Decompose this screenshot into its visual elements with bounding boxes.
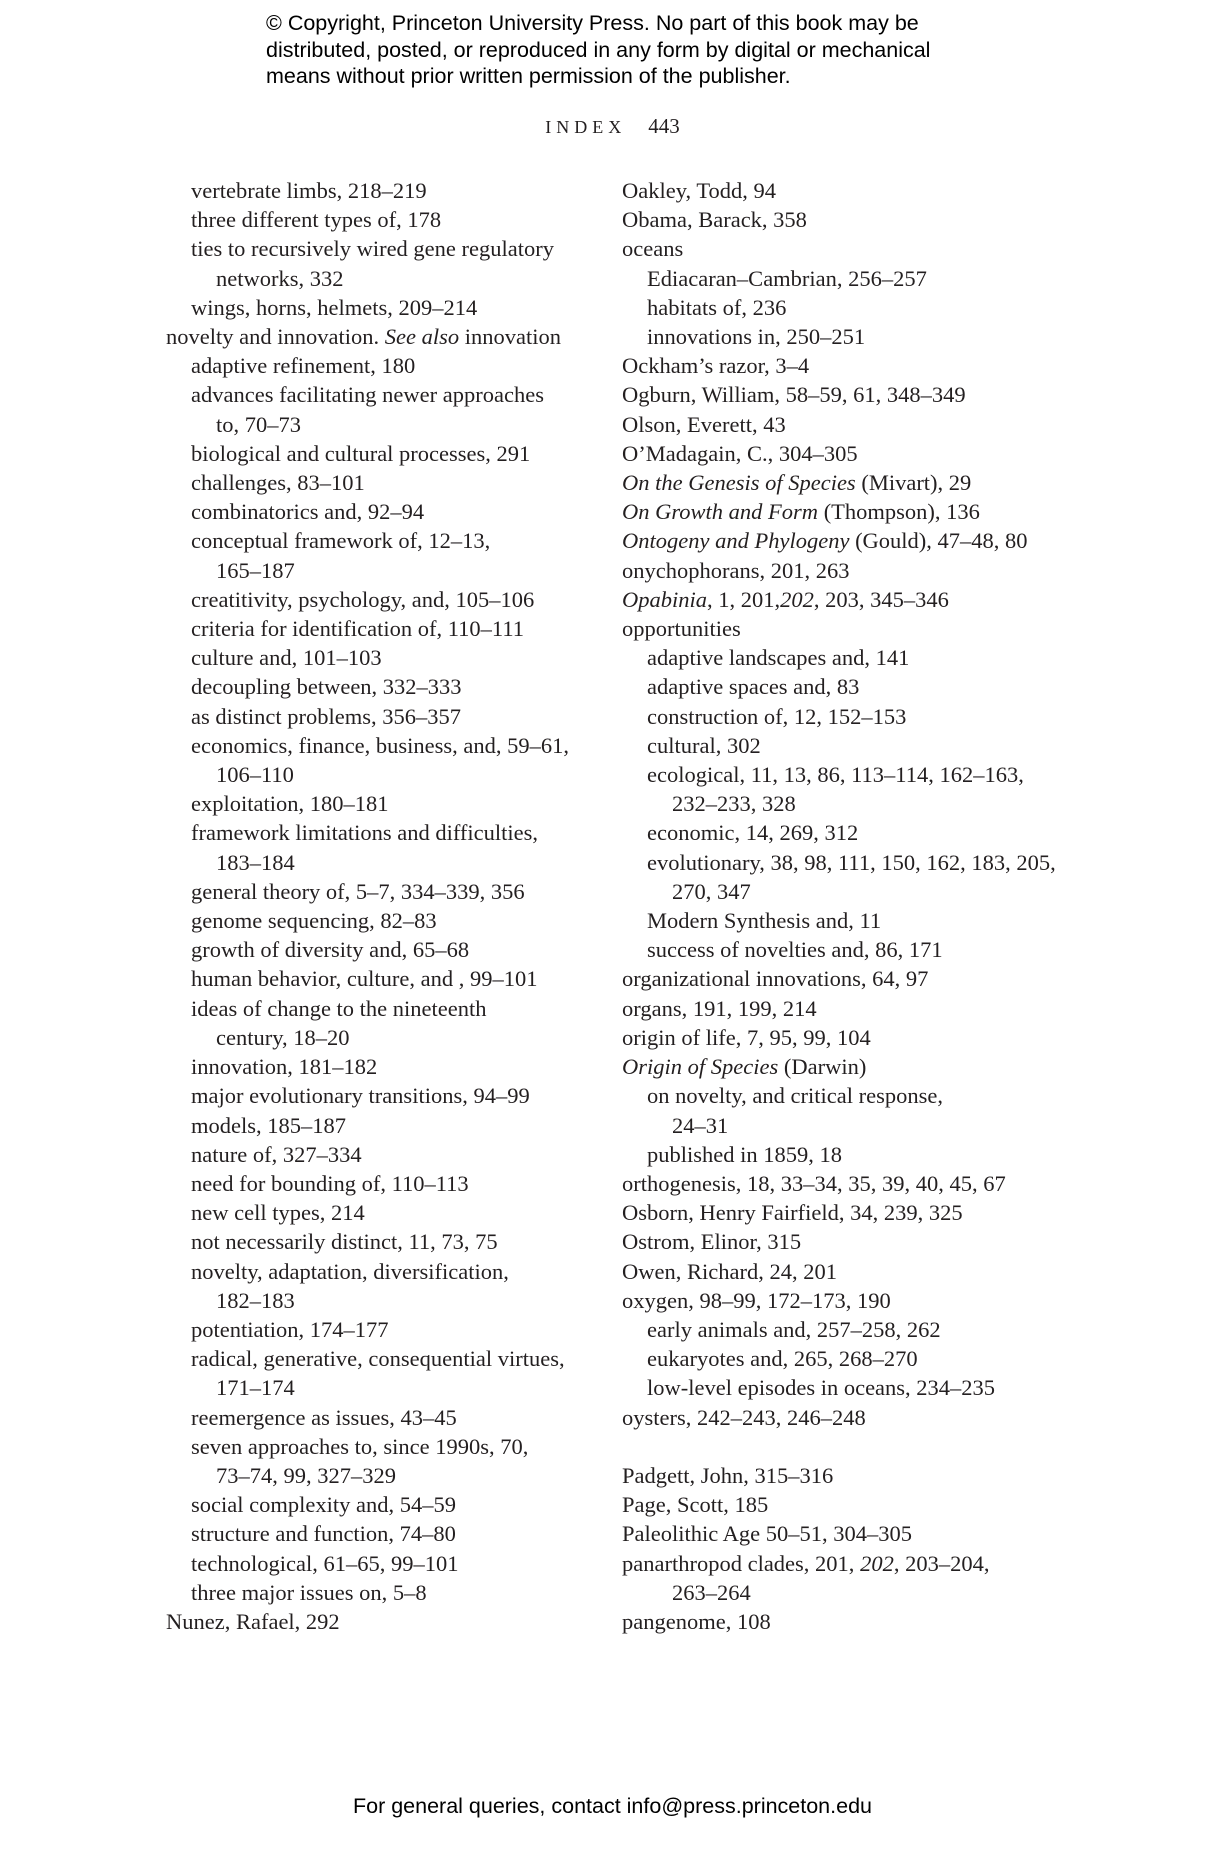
index-entry bbox=[622, 497, 1092, 526]
index-text: early animals and, 257–258, 262 bbox=[647, 1316, 941, 1342]
copyright-line: © Copyright, Princeton University Press. No part of this book may be bbox=[266, 11, 919, 35]
index-entry bbox=[622, 994, 1092, 1023]
index-subentry bbox=[622, 1140, 1092, 1169]
index-entry bbox=[622, 1490, 1092, 1519]
index-entry bbox=[622, 1169, 1092, 1198]
index-subentry bbox=[166, 556, 606, 585]
index-entry bbox=[622, 439, 1092, 468]
index-subentry bbox=[166, 1344, 606, 1373]
index-text: novelty and innovation. bbox=[166, 324, 385, 350]
index-text: 182–183 bbox=[216, 1287, 295, 1313]
index-text: (Darwin) bbox=[778, 1054, 867, 1080]
index-text: 183–184 bbox=[216, 849, 295, 875]
index-text: three major issues on, 5–8 bbox=[191, 1579, 427, 1605]
index-text: wings, horns, helmets, 209–214 bbox=[191, 294, 478, 320]
page-number: 443 bbox=[648, 114, 680, 138]
index-text: Ogburn, William, 58–59, 61, 348–349 bbox=[622, 382, 966, 408]
index-subentry bbox=[622, 643, 1092, 672]
index-text: reemergence as issues, 43–45 bbox=[191, 1404, 457, 1430]
index-subentry bbox=[622, 935, 1092, 964]
index-text: 232–233, 328 bbox=[672, 791, 796, 817]
index-text: Ockham’s razor, 3–4 bbox=[622, 353, 810, 379]
index-text: adaptive landscapes and, 141 bbox=[647, 645, 910, 671]
index-subentry bbox=[166, 264, 606, 293]
index-subentry bbox=[622, 906, 1092, 935]
index-entry bbox=[622, 176, 1092, 205]
index-group-gap bbox=[622, 1432, 1092, 1461]
index-subentry bbox=[622, 877, 1092, 906]
index-entry bbox=[166, 322, 606, 351]
index-subentry bbox=[166, 994, 606, 1023]
index-text: challenges, 83–101 bbox=[191, 470, 365, 496]
index-entry bbox=[622, 1052, 1092, 1081]
index-subentry bbox=[166, 1549, 606, 1578]
index-text: , 1, 201, bbox=[707, 586, 781, 612]
index-text: (Gould), 47–48, 80 bbox=[849, 528, 1028, 554]
index-text: technological, 61–65, 99–101 bbox=[191, 1550, 459, 1576]
index-text: 24–31 bbox=[672, 1112, 729, 1138]
index-text-italic: Origin of Species bbox=[622, 1054, 779, 1080]
index-text: low-level episodes in oceans, 234–235 bbox=[647, 1375, 996, 1401]
index-text: pangenome, 108 bbox=[622, 1608, 771, 1634]
index-text: on novelty, and critical response, bbox=[647, 1083, 943, 1109]
index-text: innovation, 181–182 bbox=[191, 1054, 378, 1080]
index-text: panarthropod clades, 201, bbox=[622, 1550, 861, 1576]
index-text-italic: See also bbox=[384, 324, 460, 350]
index-text: eukaryotes and, 265, 268–270 bbox=[647, 1346, 918, 1372]
index-text: Paleolithic Age 50–51, 304–305 bbox=[622, 1521, 912, 1547]
index-subentry bbox=[622, 264, 1092, 293]
index-text: opportunities bbox=[622, 616, 741, 642]
index-text: social complexity and, 54–59 bbox=[191, 1492, 456, 1518]
index-text: structure and function, 74–80 bbox=[191, 1521, 456, 1547]
index-subentry bbox=[622, 322, 1092, 351]
copyright-notice bbox=[266, 10, 1066, 90]
index-subentry bbox=[166, 614, 606, 643]
index-text: 106–110 bbox=[216, 762, 294, 788]
index-text: as distinct problems, 356–357 bbox=[191, 703, 461, 729]
index-text: Olson, Everett, 43 bbox=[622, 411, 786, 437]
index-subentry bbox=[622, 818, 1092, 847]
index-text: growth of diversity and, 65–68 bbox=[191, 937, 470, 963]
index-subentry bbox=[166, 1461, 606, 1490]
index-text: models, 185–187 bbox=[191, 1112, 346, 1138]
index-entry bbox=[622, 380, 1092, 409]
index-entry bbox=[622, 468, 1092, 497]
index-subentry bbox=[622, 1373, 1092, 1402]
index-text: Padgett, John, 315–316 bbox=[622, 1462, 834, 1488]
index-text: orthogenesis, 18, 33–34, 35, 39, 40, 45, 67 bbox=[622, 1170, 1006, 1196]
index-subentry bbox=[622, 293, 1092, 322]
index-text: nature of, 327–334 bbox=[191, 1141, 362, 1167]
index-text: Obama, Barack, 358 bbox=[622, 207, 807, 233]
index-text: published in 1859, 18 bbox=[647, 1141, 842, 1167]
index-entry bbox=[622, 234, 1092, 263]
index-text: oysters, 242–243, 246–248 bbox=[622, 1404, 866, 1430]
index-text: ideas of change to the nineteenth bbox=[191, 995, 487, 1021]
index-subentry bbox=[166, 205, 606, 234]
index-text: economics, finance, business, and, 59–61, bbox=[191, 732, 570, 758]
index-text: to, 70–73 bbox=[216, 411, 302, 437]
index-subentry bbox=[166, 848, 606, 877]
footer-contact: For general queries, contact info@press.princeton.edu bbox=[352, 1794, 872, 1818]
index-subentry bbox=[166, 1169, 606, 1198]
index-subentry bbox=[166, 468, 606, 497]
index-entry bbox=[622, 1461, 1092, 1490]
index-text: 270, 347 bbox=[672, 878, 751, 904]
index-subentry bbox=[166, 410, 606, 439]
index-subentry bbox=[166, 1519, 606, 1548]
index-text: framework limitations and difficulties, bbox=[191, 820, 539, 846]
index-subentry bbox=[166, 818, 606, 847]
index-text: (Mivart), 29 bbox=[855, 470, 972, 496]
index-text: onychophorans, 201, 263 bbox=[622, 557, 850, 583]
index-subentry bbox=[166, 1578, 606, 1607]
index-subentry bbox=[166, 789, 606, 818]
index-text: major evolutionary transitions, 94–99 bbox=[191, 1083, 530, 1109]
index-text: Modern Synthesis and, 11 bbox=[647, 908, 882, 934]
index-text: 263–264 bbox=[672, 1579, 751, 1605]
index-text: biological and cultural processes, 291 bbox=[191, 440, 531, 466]
index-text: oxygen, 98–99, 172–173, 190 bbox=[622, 1287, 891, 1313]
index-text: culture and, 101–103 bbox=[191, 645, 382, 671]
index-column-right bbox=[622, 176, 1092, 1636]
index-subentry bbox=[166, 964, 606, 993]
index-text-italic: Ontogeny and Phylogeny bbox=[622, 528, 850, 554]
index-text: general theory of, 5–7, 334–339, 356 bbox=[191, 878, 525, 904]
index-subentry bbox=[622, 731, 1092, 760]
index-text-italic: 202 bbox=[780, 586, 814, 612]
index-subentry bbox=[622, 1578, 1092, 1607]
index-subentry bbox=[166, 1373, 606, 1402]
index-text: Ostrom, Elinor, 315 bbox=[622, 1229, 802, 1255]
index-subentry bbox=[166, 731, 606, 760]
index-text: ties to recursively wired gene regulatory bbox=[191, 236, 554, 262]
index-text: combinatorics and, 92–94 bbox=[191, 499, 425, 525]
copyright-line: means without prior written permission of the publisher. bbox=[266, 64, 791, 88]
index-text: ecological, 11, 13, 86, 113–114, 162–163, bbox=[647, 762, 1024, 788]
index-text: (Thompson), 136 bbox=[818, 499, 980, 525]
index-subentry bbox=[622, 1111, 1092, 1140]
index-subentry bbox=[166, 526, 606, 555]
index-subentry bbox=[622, 702, 1092, 731]
index-subentry bbox=[622, 1081, 1092, 1110]
index-entry bbox=[622, 1198, 1092, 1227]
index-subentry bbox=[166, 1023, 606, 1052]
index-subentry bbox=[166, 702, 606, 731]
index-text: evolutionary, 38, 98, 111, 150, 162, 183, 205, bbox=[647, 849, 1056, 875]
index-subentry bbox=[166, 439, 606, 468]
index-text: networks, 332 bbox=[216, 265, 344, 291]
index-subentry bbox=[166, 760, 606, 789]
index-text: Page, Scott, 185 bbox=[622, 1492, 769, 1518]
index-subentry bbox=[622, 1315, 1092, 1344]
index-text: 165–187 bbox=[216, 557, 295, 583]
index-entry bbox=[622, 205, 1092, 234]
index-subentry bbox=[622, 672, 1092, 701]
index-subentry bbox=[166, 906, 606, 935]
index-text: organs, 191, 199, 214 bbox=[622, 995, 817, 1021]
index-subentry bbox=[166, 1227, 606, 1256]
index-text: cultural, 302 bbox=[647, 732, 761, 758]
index-text: three different types of, 178 bbox=[191, 207, 442, 233]
index-text: , 203, 345–346 bbox=[813, 586, 949, 612]
index-text: habitats of, 236 bbox=[647, 294, 787, 320]
index-text: vertebrate limbs, 218–219 bbox=[191, 178, 427, 203]
index-text: conceptual framework of, 12–13, bbox=[191, 528, 491, 554]
index-entry bbox=[622, 1519, 1092, 1548]
index-subentry bbox=[166, 1432, 606, 1461]
index-subentry bbox=[166, 585, 606, 614]
index-entry bbox=[622, 351, 1092, 380]
index-entry bbox=[622, 1023, 1092, 1052]
index-subentry bbox=[166, 1111, 606, 1140]
index-entry bbox=[622, 1403, 1092, 1432]
index-text: radical, generative, consequential virtues, bbox=[191, 1346, 565, 1372]
index-entry bbox=[166, 1607, 606, 1636]
index-entry bbox=[622, 1549, 1092, 1578]
index-text: , 203–204, bbox=[893, 1550, 990, 1576]
index-subentry bbox=[166, 1257, 606, 1286]
index-subentry bbox=[166, 1403, 606, 1432]
index-subentry bbox=[166, 643, 606, 672]
index-subentry bbox=[166, 935, 606, 964]
index-text: construction of, 12, 152–153 bbox=[647, 703, 907, 729]
index-entry bbox=[622, 585, 1092, 614]
index-text: oceans bbox=[622, 236, 684, 262]
index-subentry bbox=[166, 1081, 606, 1110]
index-text: Ediacaran–Cambrian, 256–257 bbox=[647, 265, 927, 291]
index-text: innovations in, 250–251 bbox=[647, 324, 866, 350]
index-text: seven approaches to, since 1990s, 70, bbox=[191, 1433, 529, 1459]
index-subentry bbox=[166, 1286, 606, 1315]
index-text: human behavior, culture, and , 99–101 bbox=[191, 966, 538, 992]
index-text: Nunez, Rafael, 292 bbox=[166, 1608, 340, 1634]
index-entry bbox=[622, 526, 1092, 555]
index-text: origin of life, 7, 95, 99, 104 bbox=[622, 1024, 871, 1050]
index-subentry bbox=[166, 176, 606, 205]
index-subentry bbox=[166, 293, 606, 322]
index-text: decoupling between, 332–333 bbox=[191, 674, 462, 700]
index-subentry bbox=[166, 1198, 606, 1227]
index-text: new cell types, 214 bbox=[191, 1200, 365, 1226]
index-subentry bbox=[166, 877, 606, 906]
index-entry bbox=[622, 1257, 1092, 1286]
index-text: criteria for identification of, 110–111 bbox=[191, 616, 525, 642]
index-text-italic: 202 bbox=[860, 1550, 894, 1576]
index-subentry bbox=[166, 1140, 606, 1169]
index-text: success of novelties and, 86, 171 bbox=[647, 937, 943, 963]
index-text-italic: On the Genesis of Species bbox=[622, 470, 856, 496]
index-text: Owen, Richard, 24, 201 bbox=[622, 1258, 837, 1284]
index-entry bbox=[622, 1286, 1092, 1315]
index-text: creatitivity, psychology, and, 105–106 bbox=[191, 586, 535, 612]
running-head-label: INDEX bbox=[545, 117, 627, 137]
index-subentry bbox=[166, 1315, 606, 1344]
index-text: need for bounding of, 110–113 bbox=[191, 1170, 469, 1196]
index-entry bbox=[622, 410, 1092, 439]
copyright-line: distributed, posted, or reproduced in any form by digital or mechanical bbox=[266, 37, 931, 62]
index-text: Osborn, Henry Fairfield, 34, 239, 325 bbox=[622, 1200, 963, 1226]
index-text-italic: Opabinia bbox=[622, 586, 708, 612]
index-text: economic, 14, 269, 312 bbox=[647, 820, 859, 846]
index-text: Oakley, Todd, 94 bbox=[622, 178, 777, 203]
index-subentry bbox=[622, 848, 1092, 877]
index-entry bbox=[622, 1607, 1092, 1636]
running-head bbox=[0, 114, 1225, 139]
index-text: 73–74, 99, 327–329 bbox=[216, 1462, 396, 1488]
index-subentry bbox=[622, 1344, 1092, 1373]
index-text: potentiation, 174–177 bbox=[191, 1316, 389, 1342]
index-entry bbox=[622, 556, 1092, 585]
index-subentry bbox=[622, 789, 1092, 818]
index-text: 171–174 bbox=[216, 1375, 295, 1401]
index-text: adaptive spaces and, 83 bbox=[647, 674, 860, 700]
index-subentry bbox=[622, 760, 1092, 789]
index-text: exploitation, 180–181 bbox=[191, 791, 389, 817]
index-text: innovation bbox=[459, 324, 561, 350]
index-subentry bbox=[166, 1490, 606, 1519]
index-text: not necessarily distinct, 11, 73, 75 bbox=[191, 1229, 498, 1255]
index-column-left bbox=[166, 176, 606, 1636]
index-subentry bbox=[166, 672, 606, 701]
index-subentry bbox=[166, 234, 606, 263]
index-subentry bbox=[166, 380, 606, 409]
index-text: genome sequencing, 82–83 bbox=[191, 908, 437, 934]
index-text: novelty, adaptation, diversification, bbox=[191, 1258, 509, 1284]
index-text: organizational innovations, 64, 97 bbox=[622, 966, 929, 992]
index-entry bbox=[622, 614, 1092, 643]
index-text: century, 18–20 bbox=[216, 1024, 350, 1050]
index-text-italic: On Growth and Form bbox=[622, 499, 819, 525]
index-subentry bbox=[166, 497, 606, 526]
index-text: adaptive refinement, 180 bbox=[191, 353, 416, 379]
index-entry bbox=[622, 964, 1092, 993]
index-text: advances facilitating newer approaches bbox=[191, 382, 544, 408]
index-subentry bbox=[166, 1052, 606, 1081]
index-entry bbox=[622, 1227, 1092, 1256]
index-text: O’Madagain, C., 304–305 bbox=[622, 440, 858, 466]
index-subentry bbox=[166, 351, 606, 380]
